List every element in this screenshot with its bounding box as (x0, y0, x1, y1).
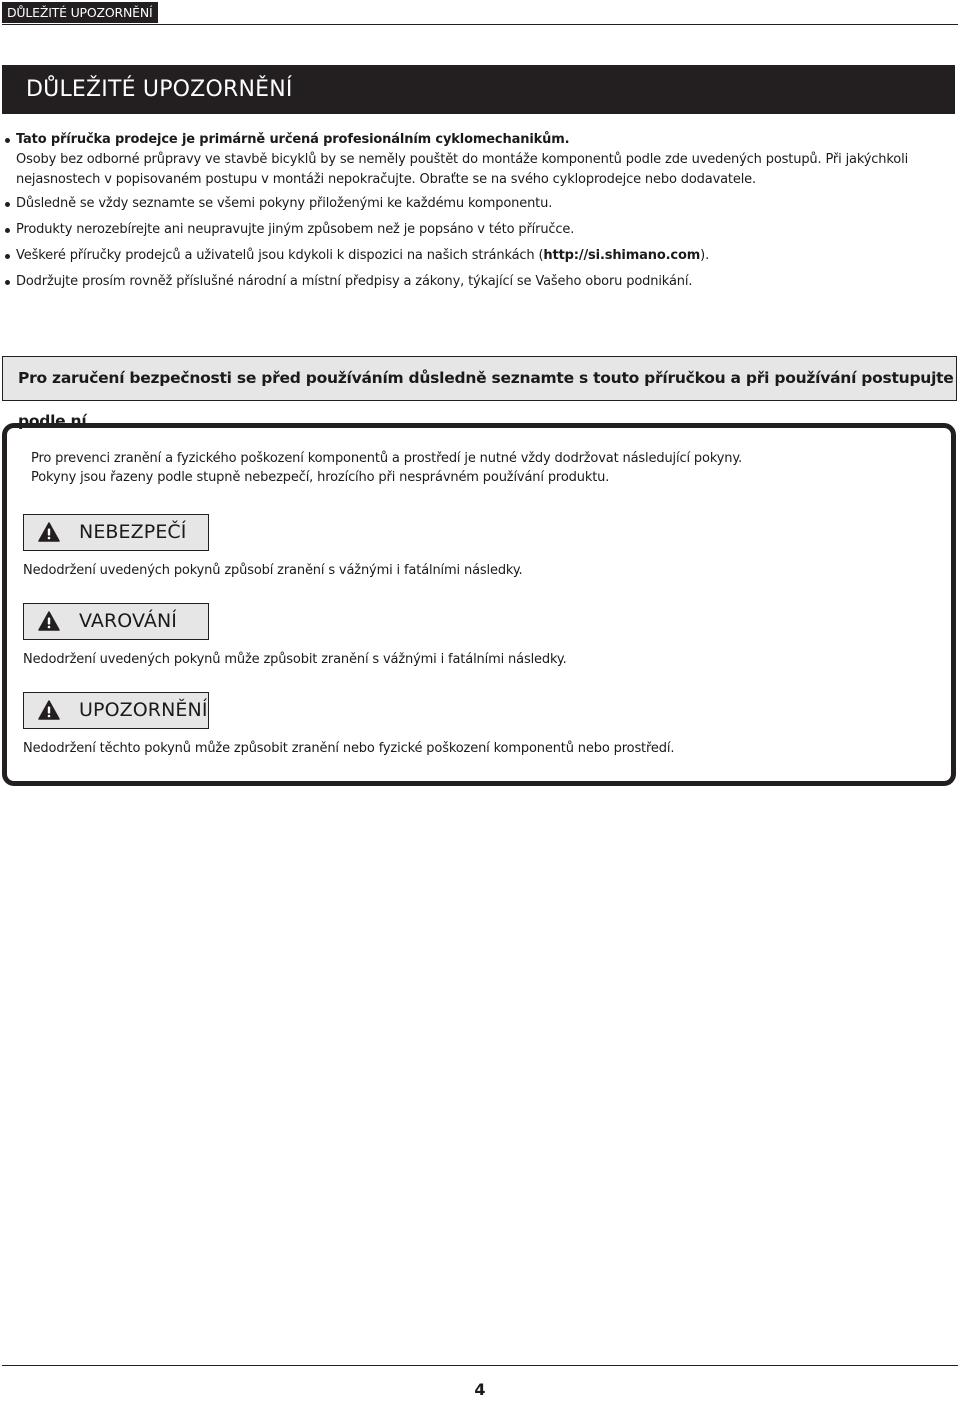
level-label-danger-text: NEBEZPEČÍ (79, 521, 187, 543)
notice-list (5, 130, 950, 298)
level-label-caution (23, 692, 209, 729)
notice-item-audience-line2: Osoby bez odborné průpravy ve stavbě bicyklů by se neměly pouštět do montáže komponentů podle zde uvedených postupů. Při jakýchkoli (16, 152, 909, 167)
warning-triangle-icon (38, 522, 60, 542)
notice-item-audience-line3: nejasnostech v popisovaném postupu v montáži nepokračujte. Obraťte se na svého cykloprodejce nebo dodavatele. (16, 172, 757, 187)
notice-item-manuals-close: ). (700, 248, 710, 263)
safety-intro-line1: Pro prevenci zranění a fyzického poškození komponentů a prostředí je nutné vždy dodržovat následující pokyny. (31, 451, 743, 466)
notice-item-manuals-online (5, 246, 950, 266)
level-label-warning (23, 603, 209, 640)
notice-item-regulations: Dodržujte prosím rovněž příslušné národní a místní předpisy a zákony, týkající se Vašeho oboru podnikání. (5, 272, 950, 292)
level-description-caution: Nedodržení těchto pokynů může způsobit zranění nebo fyzické poškození komponentů nebo prostředí. (23, 741, 675, 756)
safety-banner: Pro zaručení bezpečnosti se před používáním důsledně seznamte s touto příručkou a při používání postupujte podle ní. (2, 356, 957, 401)
notice-item-audience-lead: Tato příručka prodejce je primárně určená profesionálním cyklomechanikům. (16, 132, 570, 147)
section-tag: DŮLEŽITÉ UPOZORNĚNÍ (2, 2, 158, 23)
notice-item-audience (5, 130, 950, 190)
footer-divider (2, 1365, 958, 1366)
manuals-website-link[interactable]: http://si.shimano.com (543, 248, 701, 263)
level-label-caution-text: UPOZORNĚNÍ (79, 699, 208, 721)
level-label-danger (23, 514, 209, 551)
header-divider (2, 24, 958, 25)
notice-item-read-instructions: Důsledně se vždy seznamte se všemi pokyny přiloženými ke každému komponentu. (5, 194, 950, 214)
notice-item-no-modification: Produkty nerozebírejte ani neupravujte jiným způsobem než je popsáno v této příručce. (5, 220, 950, 240)
level-description-danger: Nedodržení uvedených pokynů způsobí zranění s vážnými i fatálními následky. (23, 563, 523, 578)
notice-item-manuals-text: Veškeré příručky prodejců a uživatelů jsou kdykoli k dispozici na našich stránkách ( (16, 248, 544, 263)
safety-intro (31, 449, 742, 487)
page-title: DŮLEŽITÉ UPOZORNĚNÍ (2, 65, 955, 114)
safety-intro-line2: Pokyny jsou řazeny podle stupně nebezpečí, hrozícího při nesprávném používání produktu. (31, 470, 610, 485)
warning-triangle-icon (38, 611, 60, 631)
level-description-warning: Nedodržení uvedených pokynů může způsobit zranění s vážnými i fatálními následky. (23, 652, 567, 667)
level-label-warning-text: VAROVÁNÍ (79, 610, 177, 632)
warning-triangle-icon (38, 700, 60, 720)
page-number: 4 (474, 1380, 486, 1399)
